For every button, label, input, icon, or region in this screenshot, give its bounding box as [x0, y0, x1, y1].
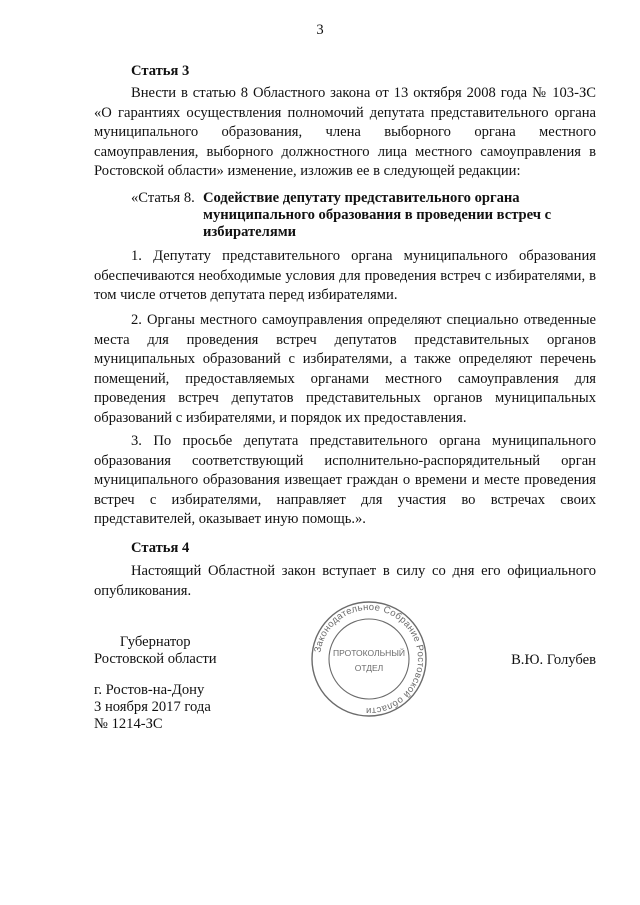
article-8-item-1: 1. Депутату представительного органа муниципального образования обеспечиваются необходимые условия для проведения встреч с избирателями, в том числе отчетов депутата перед избирателями.	[94, 248, 596, 303]
place-date: 3 ноября 2017 года	[94, 699, 211, 715]
article-3-heading: Статья 3	[131, 63, 190, 79]
signature-position	[94, 634, 217, 668]
page-number: 3	[316, 22, 324, 38]
signature-position-line-1: Губернатор	[119, 634, 191, 650]
article-4-heading: Статья 4	[131, 540, 190, 556]
stamp-inner-line-1: ПРОТОКОЛЬНЫЙ	[333, 648, 405, 658]
signature-name: В.Ю. Голубев	[511, 652, 596, 668]
place-city: г. Ростов-на-Дону	[94, 682, 205, 698]
stamp-outer-text: Законодательное Собрание Ростовской области	[312, 601, 427, 717]
article-8-item-2: 2. Органы местного самоуправления определяют специально отведенные места для проведения встреч депутатов представительных органов муниципальных образований с избирателями, а также определяют перечень помещений, предоставляемых органами местного самоуправления для проведения встреч депутатов представительных органов муниципальных образований с избирателями, и порядок их предоставления.	[94, 312, 596, 426]
article-8-item-3: 3. По просьбе депутата представительного органа муниципального образования соответствующий исполнительно-распорядительный орган муниципального образования извещает граждан о времени и месте проведения встреч с избирателями, направляет для участия во встречах своих представителей, оказывает иную помощь.».	[94, 433, 596, 527]
article-4-text: Настоящий Областной закон вступает в силу со дня его официального опубликования.	[94, 563, 596, 599]
stamp-inner-line-2: ОТДЕЛ	[354, 663, 384, 673]
article-8-prefix: «Статья 8.	[131, 190, 195, 206]
article-8-title: Содействие депутату представительного органа муниципального образования в проведении встреч с избирателями	[203, 190, 552, 240]
place-date-block	[94, 682, 211, 733]
seal-stamp-icon	[309, 599, 429, 719]
place-number: № 1214-ЗС	[94, 716, 163, 732]
signature-position-line-2: Ростовской области	[94, 651, 217, 667]
article-3-text: Внести в статью 8 Областного закона от 13 октября 2008 года № 103-ЗС «О гарантиях осуществления полномочий депутата представительного органа муниципального образования, члена выборного органа местного самоуправления, выборного должностного лица местного самоуправления в Ростовской области» изменение, изложив ее в следующей редакции:	[94, 85, 596, 179]
